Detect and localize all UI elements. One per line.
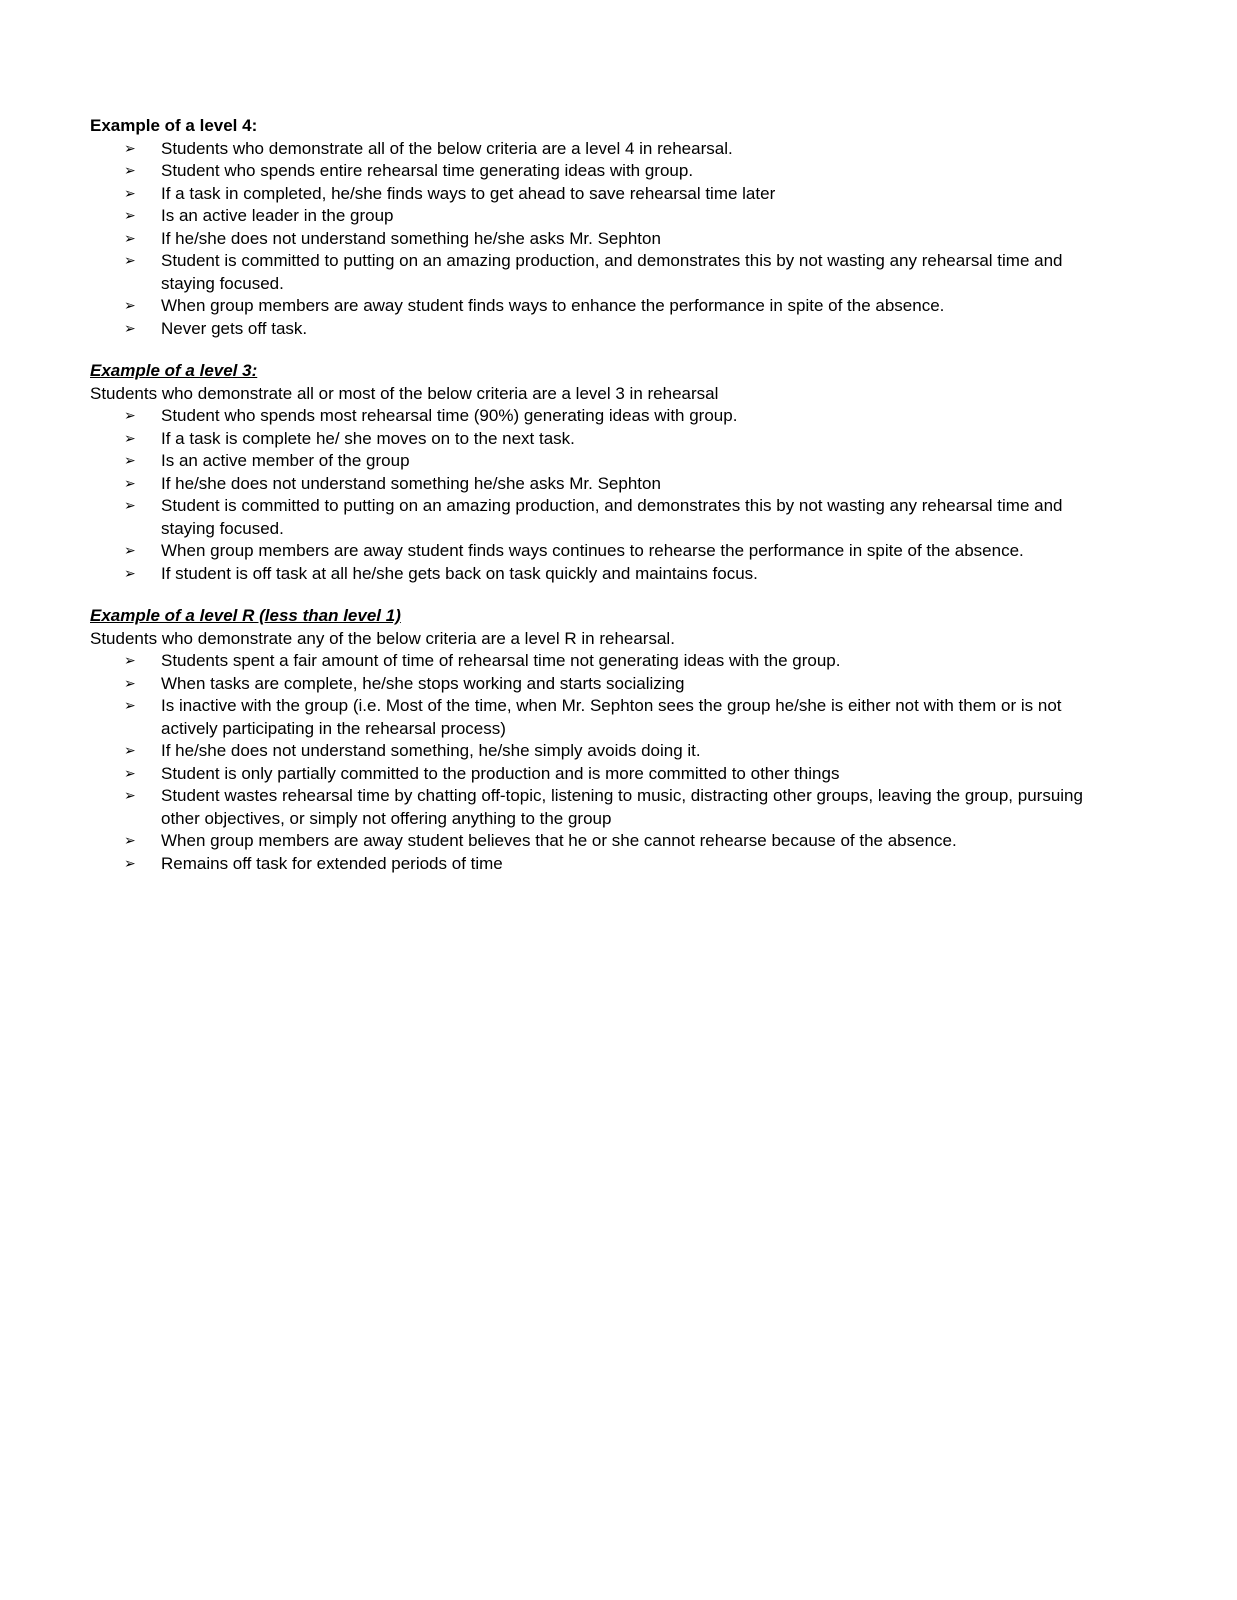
list-item [90, 695, 1120, 740]
list-item [90, 318, 1120, 341]
list-item [90, 495, 1120, 540]
arrow-bullet-icon: ➢ [124, 408, 136, 424]
list-item-text: Student is only partially committed to the production and is more committed to other things [161, 763, 840, 783]
list-item-text: When group members are away student believes that he or she cannot rehearse because of the absence. [161, 831, 957, 850]
arrow-bullet-icon: ➢ [124, 453, 136, 469]
list-item [90, 673, 1120, 696]
list-item [90, 138, 1120, 161]
arrow-bullet-icon: ➢ [124, 788, 136, 804]
section-intro: Students who demonstrate any of the below criteria are a level R in rehearsal. [90, 628, 675, 648]
section-level-4 [90, 115, 1120, 340]
arrow-bullet-icon: ➢ [124, 653, 136, 669]
arrow-bullet-icon: ➢ [124, 298, 136, 314]
criteria-list [90, 138, 1120, 341]
list-item-text: Remains off task for extended periods of time [161, 853, 503, 873]
arrow-bullet-icon: ➢ [124, 543, 136, 559]
arrow-bullet-icon: ➢ [124, 185, 136, 202]
list-item [90, 250, 1120, 295]
arrow-bullet-icon: ➢ [124, 743, 136, 759]
list-item-text: Student who spends most rehearsal time (90%) generating ideas with group. [161, 406, 738, 425]
list-item [90, 228, 1120, 251]
list-item [90, 205, 1120, 228]
list-item-text: Student is committed to putting on an amazing production, and demonstrates this by not wasting any rehearsal time and staying focused. [161, 496, 1063, 538]
list-item-text: When tasks are complete, he/she stops working and starts socializing [161, 673, 685, 693]
list-item [90, 763, 1120, 786]
list-item-text: When group members are away student finds ways to enhance the performance in spite of the absence. [161, 296, 945, 315]
arrow-bullet-icon: ➢ [124, 253, 136, 269]
list-item-text: If he/she does not understand something he/she asks Mr. Sephton [161, 473, 661, 493]
section-heading: Example of a level R (less than level 1) [90, 606, 401, 625]
arrow-bullet-icon: ➢ [124, 565, 136, 582]
list-item [90, 428, 1120, 451]
list-item-text: Is an active leader in the group [161, 206, 394, 225]
list-item [90, 853, 1120, 876]
section-intro: Students who demonstrate all or most of the below criteria are a level 3 in rehearsal [90, 383, 719, 403]
section-heading: Example of a level 3: [90, 361, 258, 380]
list-item [90, 405, 1120, 428]
arrow-bullet-icon: ➢ [124, 765, 136, 782]
section-level-3 [90, 360, 1120, 585]
list-item [90, 785, 1120, 830]
list-item [90, 450, 1120, 473]
arrow-bullet-icon: ➢ [124, 475, 136, 492]
list-item-text: Is an active member of the group [161, 451, 410, 470]
arrow-bullet-icon: ➢ [124, 208, 136, 224]
document-body [90, 115, 1120, 875]
list-item [90, 563, 1120, 586]
list-item-text: Student who spends entire rehearsal time generating ideas with group. [161, 161, 694, 180]
arrow-bullet-icon: ➢ [124, 675, 136, 692]
criteria-list [90, 405, 1120, 585]
list-item-text: If he/she does not understand something he/she asks Mr. Sephton [161, 228, 661, 248]
list-item-text: If student is off task at all he/she gets back on task quickly and maintains focus. [161, 563, 758, 583]
list-item-text: If he/she does not understand something, he/she simply avoids doing it. [161, 741, 701, 760]
list-item-text: Students who demonstrate all of the below criteria are a level 4 in rehearsal. [161, 138, 733, 158]
list-item-text: Never gets off task. [161, 318, 308, 338]
criteria-list [90, 650, 1120, 875]
arrow-bullet-icon: ➢ [124, 230, 136, 247]
list-item-text: When group members are away student finds ways continues to rehearse the performance in spite of the absence. [161, 541, 1024, 560]
list-item [90, 160, 1120, 183]
list-item [90, 473, 1120, 496]
section-heading: Example of a level 4: [90, 116, 258, 135]
arrow-bullet-icon: ➢ [124, 140, 136, 157]
list-item-text: If a task in completed, he/she finds ways to get ahead to save rehearsal time later [161, 183, 776, 203]
list-item [90, 295, 1120, 318]
arrow-bullet-icon: ➢ [124, 698, 136, 714]
arrow-bullet-icon: ➢ [124, 833, 136, 849]
list-item [90, 183, 1120, 206]
arrow-bullet-icon: ➢ [124, 163, 136, 179]
list-item-text: Student wastes rehearsal time by chatting off-topic, listening to music, distracting other groups, leaving the group, pursuing other objectives, or simply not offering anything to the group [161, 786, 1083, 828]
arrow-bullet-icon: ➢ [124, 320, 136, 337]
list-item [90, 740, 1120, 763]
arrow-bullet-icon: ➢ [124, 430, 136, 447]
list-item-text: If a task is complete he/ she moves on to the next task. [161, 428, 575, 448]
arrow-bullet-icon: ➢ [124, 498, 136, 514]
list-item [90, 830, 1120, 853]
list-item-text: Student is committed to putting on an amazing production, and demonstrates this by not wasting any rehearsal time and staying focused. [161, 251, 1063, 293]
arrow-bullet-icon: ➢ [124, 855, 136, 872]
section-level-r [90, 605, 1120, 875]
list-item [90, 540, 1120, 563]
list-item [90, 650, 1120, 673]
list-item-text: Students spent a fair amount of time of rehearsal time not generating ideas with the group. [161, 651, 841, 670]
list-item-text: Is inactive with the group (i.e. Most of the time, when Mr. Sephton sees the group he/she is either not with them or is not actively participating in the rehearsal process) [161, 696, 1062, 738]
